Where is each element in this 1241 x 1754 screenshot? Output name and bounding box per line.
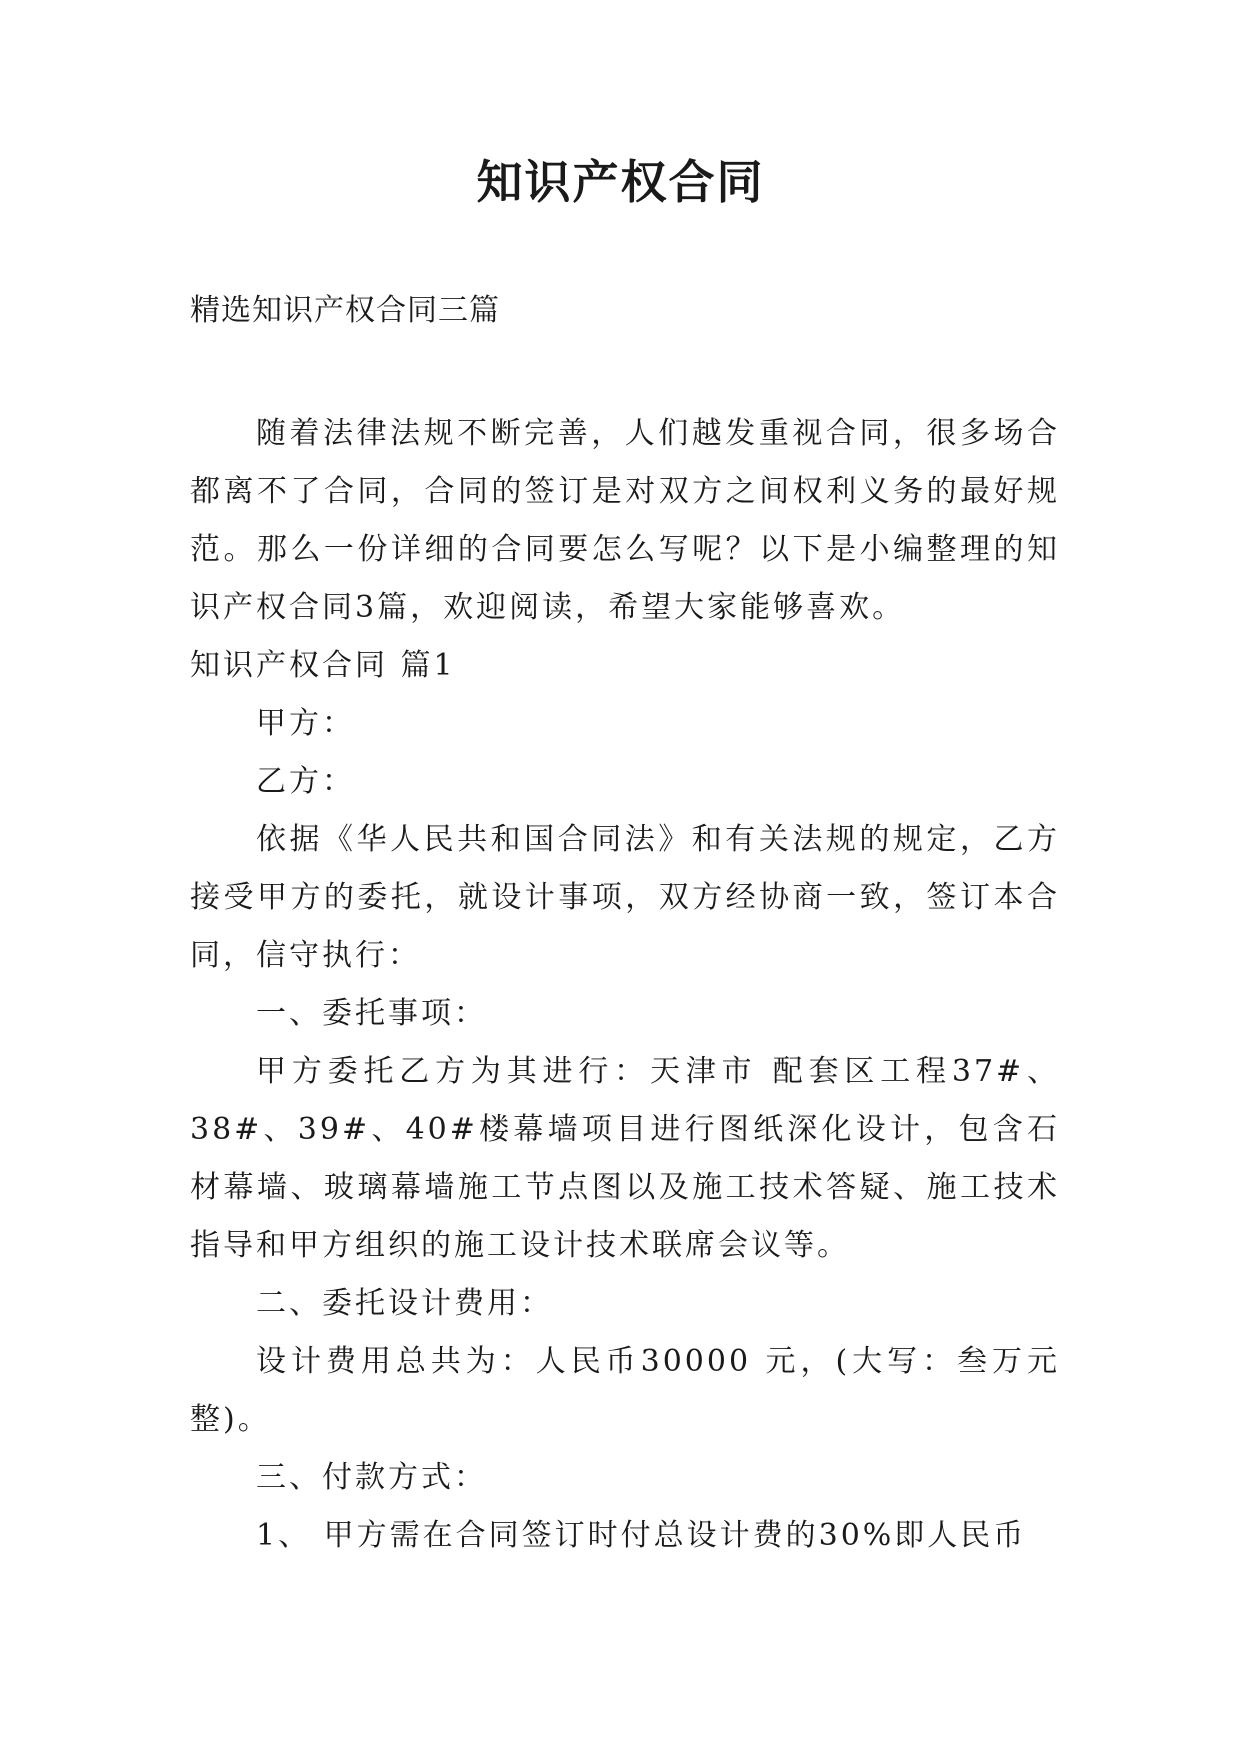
document-body bbox=[190, 405, 1060, 1565]
item1-body: 甲方委托乙方为其进行：天津市 配套区工程37#、38#、39#、40#楼幕墙项目进行图纸深化设计，包含石材幕墙、玻璃幕墙施工节点图以及施工技术答疑、施工技术指导和甲方组织的施工设计技术联席会议等。 bbox=[190, 1054, 1060, 1263]
intro-paragraph: 随着法律法规不断完善，人们越发重视合同，很多场合都离不了合同，合同的签订是对双方之间权利义务的最好规范。那么一份详细的合同要怎么写呢？以下是小编整理的知识产权合同3篇，欢迎阅读，希望大家能够喜欢。 bbox=[190, 416, 1060, 625]
item2-heading: 二、委托设计费用： bbox=[256, 1286, 553, 1321]
document-subtitle: 精选知识产权合同三篇 bbox=[190, 293, 500, 328]
section-heading: 知识产权合同 篇1 bbox=[190, 648, 456, 683]
basis-paragraph: 依据《华人民共和国合同法》和有关法规的规定，乙方接受甲方的委托，就设计事项，双方经协商一致，签订本合同，信守执行： bbox=[190, 822, 1060, 973]
item1-heading: 一、委托事项： bbox=[256, 996, 487, 1031]
party-a-line: 甲方： bbox=[256, 706, 355, 741]
party-b-line: 乙方： bbox=[256, 764, 355, 799]
item3-heading: 三、付款方式： bbox=[256, 1460, 487, 1495]
item3-body: 1、 甲方需在合同签订时付总设计费的30%即人民币 bbox=[256, 1518, 1027, 1553]
document-title: 知识产权合同 bbox=[476, 155, 765, 209]
item2-body: 设计费用总共为：人民币30000 元，(大写：叁万元整)。 bbox=[190, 1344, 1060, 1437]
